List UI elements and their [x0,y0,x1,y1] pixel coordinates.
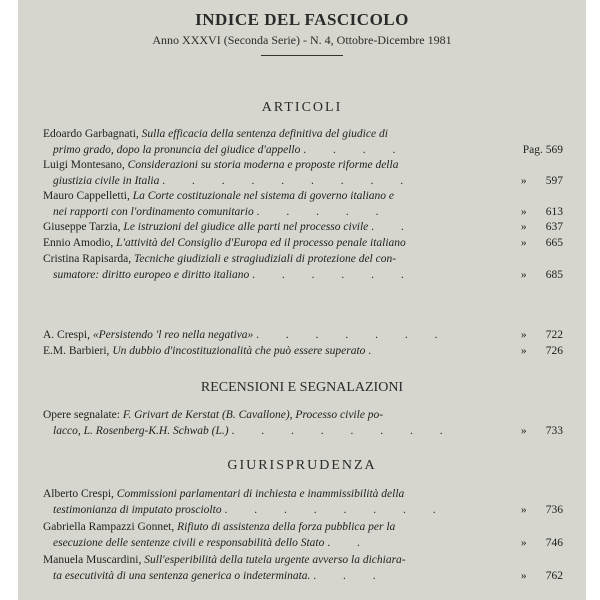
entry-author: Gabriella Rampazzi Gonnet, [43,521,175,533]
page-ref [518,220,563,236]
entry-author: Ennio Amodio, [43,237,114,249]
page-number: 685 [545,268,563,281]
leader-dots: . [368,345,384,357]
entry-title: Un dubbio d'incostituzionalità che può essere superato [112,345,366,357]
toc-entry [43,127,563,158]
leader-dots: . . . . . [256,205,391,218]
leader-dots: . . . [313,569,388,582]
page-marker: » [520,536,527,549]
entry-title-cont: sumatore: diritto europeo e diritto italiano [53,268,250,281]
page-number: 569 [545,143,563,156]
entry-title-cont: giustizia civile in Italia [53,174,160,187]
page-ref [518,268,563,284]
toc-entry [43,252,563,283]
leader-dots: . . . . . . . [256,329,450,341]
leader-dots: . . . . [303,143,408,156]
toc-entry [43,487,563,518]
page-ref [518,536,563,552]
section-recensioni-heading: RECENSIONI E SEGNALAZIONI [200,380,404,395]
entry-title: Considerazioni su storia moderna e proposte riforme della [127,159,399,171]
page-number: 762 [545,569,563,582]
page-title: INDICE DEL FASCICOLO [195,10,409,29]
entry-author: A. Crespi, [43,329,90,341]
entry-title: F. Grivart de Kerstat (B. Cavallone), Processo civile po- [122,409,384,421]
page-marker: » [520,503,527,516]
title-divider [261,55,343,56]
page-header [18,10,586,56]
page-marker: » [520,345,527,357]
page-ref [523,143,563,159]
page-number: 733 [545,424,563,437]
entry-title-cont: lacco, L. Rosenberg-K.H. Schwab (L.) [53,424,229,437]
entry-author: Edoardo Garbagnati, [43,128,139,140]
page-number: 736 [545,503,563,516]
entry-title-cont: nei rapporti con l'ordinamento comunitario [53,205,254,218]
entry-title: Tecniche giudiziali e stragiudiziali di protezione del con- [134,253,397,265]
toc-entry [43,408,563,439]
leader-dots: . . . . . . [252,268,416,281]
leader-dots: . . [327,536,372,549]
leader-dots: . . . . . . . . . [162,174,416,187]
page-marker: » [520,221,527,233]
section-giurisprudenza-heading: GIURISPRUDENZA [227,458,377,473]
page-number: 613 [545,205,563,218]
toc-entry [43,553,563,584]
entry-title-cont: primo grado, dopo la pronuncia del giudice d'appello [53,143,301,156]
entry-author: Alberto Crespi, [43,488,114,500]
page-marker: » [520,174,527,187]
page-number: 746 [545,536,563,549]
entry-title: La Corte costituzionale nel sistema di governo italiano e [132,190,395,202]
page-marker: » [520,237,527,249]
issue-info: Anno XXXVI (Seconda Serie) - N. 4, Ottobre-Dicembre 1981 [152,33,452,47]
entry-title: L'attività del Consiglio d'Europa ed il processo penale italiano [116,237,406,249]
leader-dots: . . [371,221,416,233]
entry-title: Sulla efficacia della sentenza definitiva del giudice di [141,128,388,140]
page-marker: Pag. [522,143,543,156]
page-number: 597 [545,174,563,187]
page-ref [518,174,563,190]
page-number: 637 [545,221,563,233]
toc-entry [43,189,563,220]
entry-title: Sull'esperibilità della tutela urgente avverso la dichiara- [144,554,406,566]
entry-label: Opere segnalate: [43,409,120,421]
page-ref [518,344,563,360]
toc-entry [43,328,563,344]
leader-dots: . . . . . . . . [224,503,448,516]
journal-page [18,0,586,600]
entry-author: Giuseppe Tarzia, [43,221,121,233]
page-marker: » [520,329,527,341]
page-ref [518,503,563,519]
page-ref [518,236,563,252]
section-articoli-heading: ARTICOLI [261,100,343,115]
toc-entry [43,158,563,189]
toc-entry [43,236,563,252]
page-marker: » [520,268,527,281]
entry-title: Rifiuto di assistenza della forza pubblica per la [177,521,396,533]
entry-title: «Persistendo 'l reo nella negativa» [92,329,254,341]
entry-title-cont: esecuzione delle sentenze civili e responsabilità dello Stato [53,536,325,549]
entry-title: Le istruzioni del giudice alle parti nel processo civile [123,221,369,233]
page-marker: » [520,424,527,437]
toc-entry [43,520,563,551]
page-number: 722 [545,329,563,341]
entry-title-cont: testimonianza di imputato prosciolto [53,503,222,516]
entry-author: Manuela Muscardini, [43,554,142,566]
page-number: 665 [545,237,563,249]
leader-dots: . . . . . . . . [231,424,455,437]
page-ref [518,328,563,344]
page-marker: » [520,205,527,218]
page-ref [518,424,563,440]
page-ref [518,205,563,221]
entry-author: Mauro Cappelletti, [43,190,130,202]
toc-entry [43,220,563,236]
entry-author: Cristina Rapisarda, [43,253,132,265]
entry-title: Commissioni parlamentari di inchiesta e inammissibilità della [116,488,405,500]
page-number: 726 [545,345,563,357]
page-ref [518,569,563,585]
entry-title-cont: ta esecutività di una sentenza generica o indeterminata. [53,569,311,582]
entry-author: Luigi Montesano, [43,159,125,171]
toc-entry [43,344,563,360]
page-marker: » [520,569,527,582]
entry-author: E.M. Barbieri, [43,345,110,357]
